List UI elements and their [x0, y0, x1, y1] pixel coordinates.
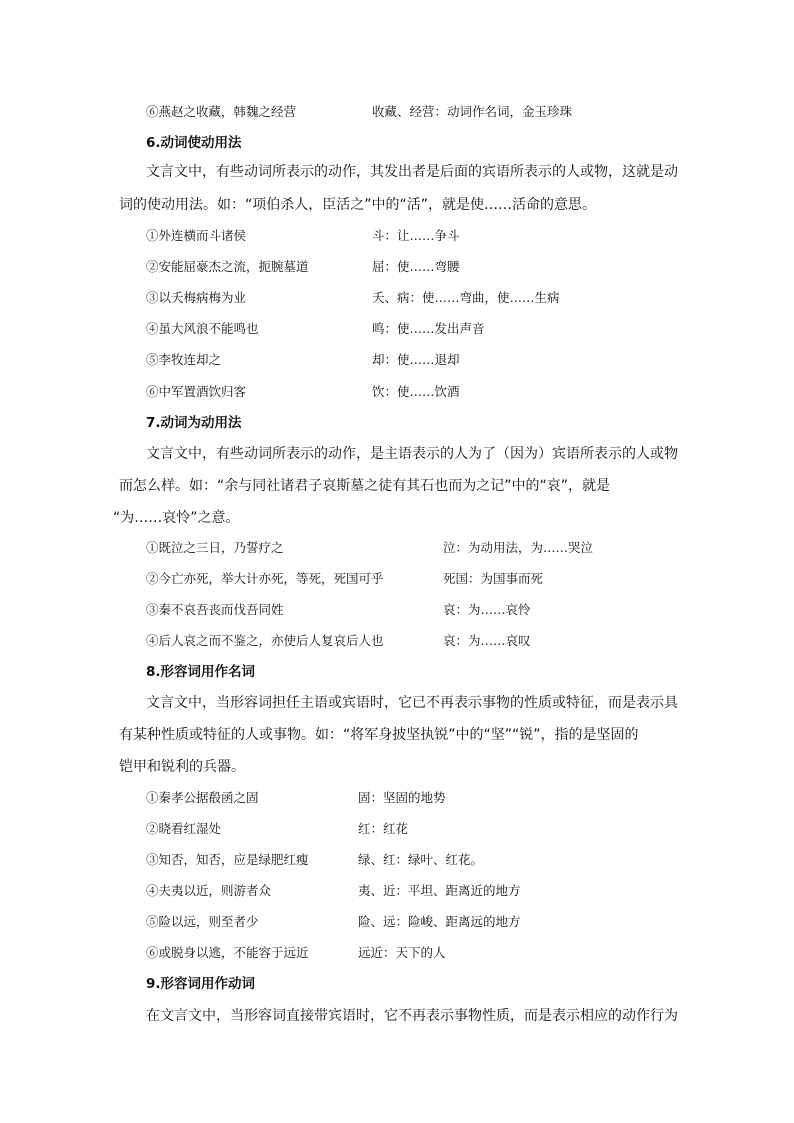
section-7-para-line-3: “为……哀怜”之意。 — [113, 510, 240, 526]
section-8-para-line-1: 文言文中，当形容词担任主语或宾语时，它已不再表示事物的性质或特征，而是表示具 — [146, 695, 678, 711]
s6-example-4-note: 鸣：使……发出声音 — [372, 321, 485, 336]
s8-example-1: ①秦孝公据殽函之固 — [146, 790, 259, 805]
s8-example-6: ⑥或脱身以逃，不能容于远近 — [146, 945, 309, 960]
section-8-heading: 8.形容词用作名词 — [146, 664, 256, 680]
s6-example-1: ①外连横而斗诸侯 — [146, 228, 247, 243]
s8-example-1-note: 固：坚固的地势 — [358, 790, 446, 805]
s8-example-3-note: 绿、红：绿叶、红花。 — [358, 852, 484, 867]
s6-example-4: ④虽大风浪不能鸣也 — [146, 321, 259, 336]
s6-example-5: ⑤李牧连却之 — [146, 352, 222, 367]
s6-example-6: ⑥中军置酒饮归客 — [146, 384, 247, 399]
s7-example-1-note: 泣：为动用法，为……哭泣 — [443, 540, 594, 555]
section-7-para-line-2: 而怎么样。如：“余与同社诸君子哀斯墓之徒有其石也而为之记”中的“哀”，就是 — [119, 478, 611, 494]
s8-example-6-note: 远近：天下的人 — [358, 945, 446, 960]
section-6-heading: 6.动词使动用法 — [146, 135, 242, 151]
section-9-heading: 9.形容词用作动词 — [146, 976, 256, 992]
section-7-heading: 7.动词为动用法 — [146, 415, 242, 431]
s7-example-3-note: 哀：为……哀怜 — [443, 602, 531, 617]
s8-example-4-note: 夷、近：平坦、距离近的地方 — [358, 883, 521, 898]
s6-example-5-note: 却：使……退却 — [372, 352, 460, 367]
s5-example-6-note: 收藏、经营：动词作名词，金玉珍珠 — [372, 104, 573, 119]
section-6-para-line-1: 文言文中，有些动词所表示的动作，其发出者是后面的宾语所表示的人或物，这就是动 — [146, 164, 678, 180]
s8-example-4: ④夫夷以近，则游者众 — [146, 883, 272, 898]
section-8-para-line-3: 铠甲和锐利的兵器。 — [119, 759, 245, 775]
s6-example-1-note: 斗：让……争斗 — [372, 228, 460, 243]
s7-example-1: ①既泣之三日，乃誓疗之 — [146, 540, 284, 555]
s8-example-2-note: 红：红花 — [358, 821, 409, 836]
s8-example-2: ②晓看红湿处 — [146, 821, 222, 836]
s6-example-2-note: 屈：使……弯腰 — [372, 259, 460, 274]
section-6-para-line-2: 词的使动用法。如：“项伯杀人，臣活之”中的“活”，就是使……活命的意思。 — [119, 197, 597, 213]
s5-example-6: ⑥燕赵之收藏，韩魏之经营 — [146, 104, 297, 119]
section-7-para-line-1: 文言文中，有些动词所表示的动作，是主语表示的人为了（因为）宾语所表示的人或物 — [146, 446, 678, 462]
s8-example-5: ⑤险以远，则至者少 — [146, 914, 259, 929]
s6-example-6-note: 饮：使……饮酒 — [372, 384, 460, 399]
s6-example-3: ③以夭梅病梅为业 — [146, 290, 247, 305]
s7-example-4: ④后人哀之而不鉴之，亦使后人复哀后人也 — [146, 633, 384, 648]
s8-example-3: ③知否，知否，应是绿肥红瘦 — [146, 852, 309, 867]
s7-example-2-note: 死国：为国事而死 — [443, 571, 544, 586]
section-8-para-line-2: 有某种性质或特征的人或事物。如：“将军身披坚执锐”中的“坚”“锐”，指的是坚固的 — [119, 727, 639, 743]
s6-example-2: ②安能屈豪杰之流，扼腕墓道 — [146, 259, 309, 274]
s8-example-5-note: 险、远：险峻、距离远的地方 — [358, 914, 521, 929]
section-9-para-line-1: 在文言文中，当形容词直接带宾语时，它不再表示事物性质，而是表示相应的动作行为 — [146, 1008, 678, 1024]
s7-example-4-note: 哀：为……哀叹 — [443, 633, 531, 648]
s6-example-3-note: 夭、病：使……弯曲，使……生病 — [372, 290, 560, 305]
s7-example-3: ③秦不哀吾丧而伐吾同姓 — [146, 602, 284, 617]
s7-example-2: ②今亡亦死，举大计亦死，等死，死国可乎 — [146, 571, 384, 586]
